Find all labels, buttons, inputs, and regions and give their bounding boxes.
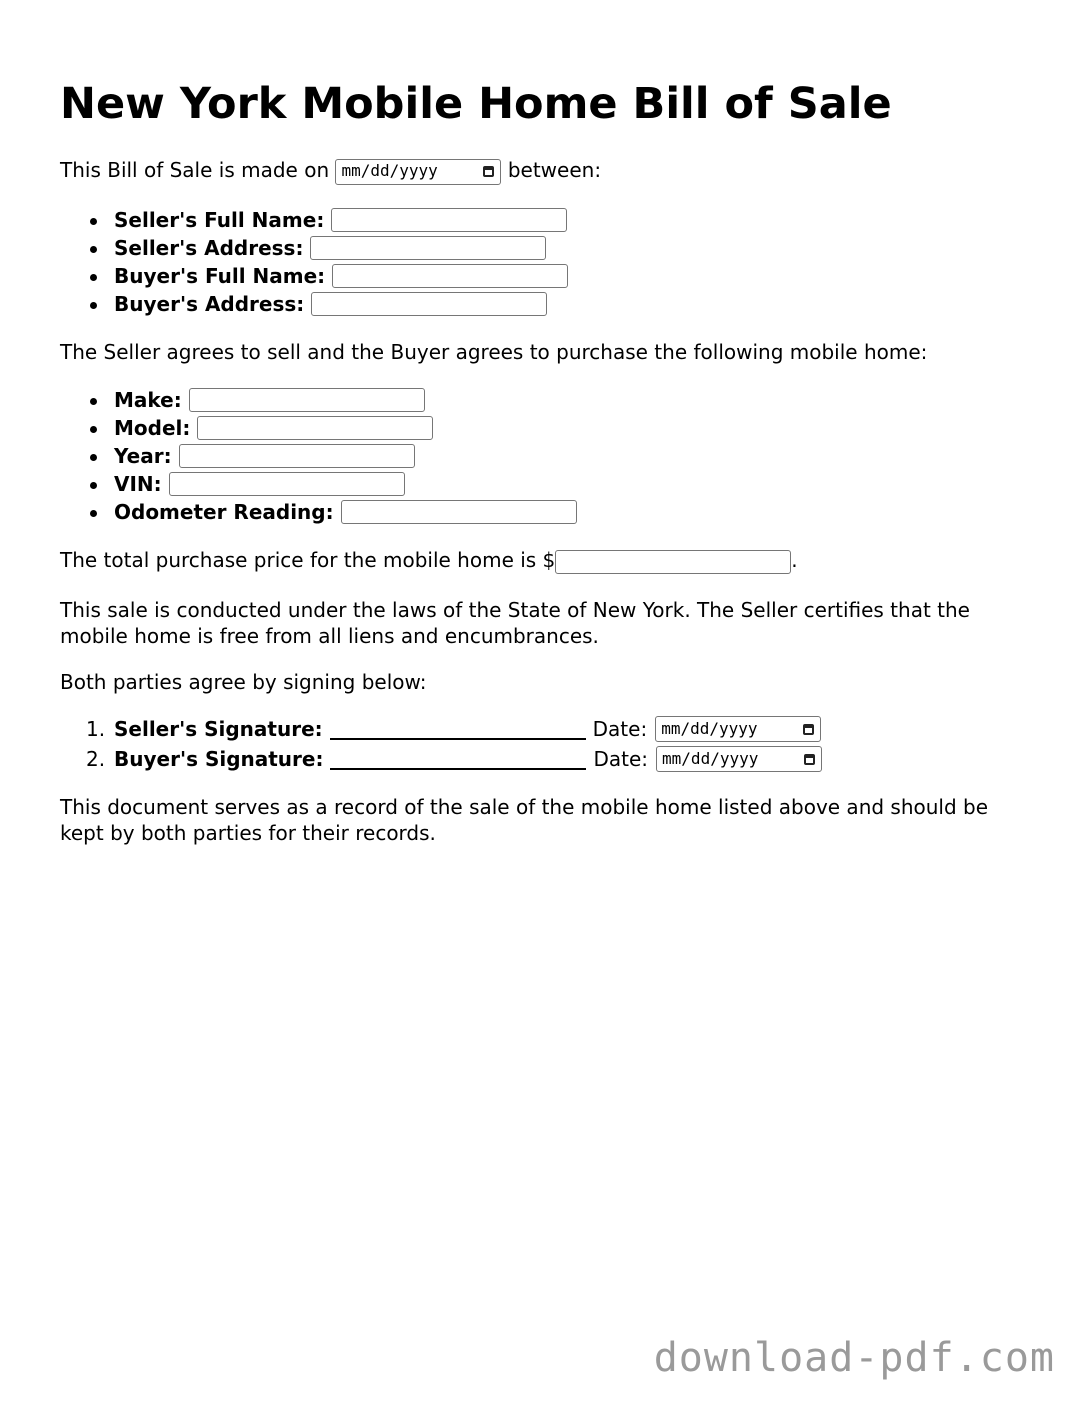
agree-text: Both parties agree by signing below: <box>60 670 427 694</box>
seller-name-input[interactable] <box>331 208 567 232</box>
model-input[interactable] <box>197 416 433 440</box>
buyer-date-input[interactable]: mm/dd/yyyy <box>656 746 822 772</box>
list-item-seller-name: Seller's Full Name: <box>60 206 568 234</box>
home-details-list <box>60 386 577 526</box>
buyer-name-input[interactable] <box>332 264 568 288</box>
list-item-year: Year: <box>60 442 577 470</box>
list-item-buyer-name: Buyer's Full Name: <box>60 262 568 290</box>
list-item-make: Make: <box>60 386 577 414</box>
agreement-text: The Seller agrees to sell and the Buyer agrees to purchase the following mobile home: <box>60 340 928 364</box>
price-line <box>60 547 798 574</box>
list-item-model: Model: <box>60 414 577 442</box>
price-period: . <box>791 548 798 572</box>
document-title: New York Mobile Home Bill of Sale <box>60 79 892 129</box>
buyer-address-input[interactable] <box>311 292 547 316</box>
list-item-seller-address: Seller's Address: <box>60 234 568 262</box>
calendar-icon[interactable] <box>483 166 494 177</box>
buyer-signature-row: 2. Buyer's Signature: Date: mm/dd/yyyy <box>60 744 822 774</box>
seller-signature-row: 1. Seller's Signature: Date: mm/dd/yyyy <box>60 714 822 744</box>
closing-text: This document serves as a record of the sale of the mobile home listed above and should be kept by both parties for their records. <box>60 795 989 845</box>
intro-line <box>60 157 601 185</box>
make-input[interactable] <box>189 388 425 412</box>
list-item-odometer: Odometer Reading: <box>60 498 577 526</box>
calendar-icon[interactable] <box>804 754 815 765</box>
list-item-buyer-address: Buyer's Address: <box>60 290 568 318</box>
vin-input[interactable] <box>169 472 405 496</box>
list-item-vin: VIN: <box>60 470 577 498</box>
intro-text-before: This Bill of Sale is made on <box>60 158 330 182</box>
calendar-icon[interactable] <box>803 724 814 735</box>
law-text: This sale is conducted under the laws of the State of New York. The Seller certifies that the mobile home is free from all liens and encumbrances. <box>60 598 970 648</box>
buyer-signature-line[interactable] <box>330 748 586 770</box>
watermark: download-pdf.com <box>653 1335 1055 1381</box>
price-text: The total purchase price for the mobile home is $ <box>60 548 556 572</box>
sale-date-input[interactable]: mm/dd/yyyy <box>335 159 501 185</box>
year-input[interactable] <box>179 444 415 468</box>
parties-list <box>60 206 568 318</box>
purchase-price-input[interactable] <box>555 550 791 574</box>
seller-date-input[interactable]: mm/dd/yyyy <box>655 716 821 742</box>
seller-address-input[interactable] <box>310 236 546 260</box>
odometer-input[interactable] <box>341 500 577 524</box>
signatures-list <box>60 714 822 774</box>
intro-text-after: between: <box>507 158 602 182</box>
seller-signature-line[interactable] <box>330 718 586 740</box>
